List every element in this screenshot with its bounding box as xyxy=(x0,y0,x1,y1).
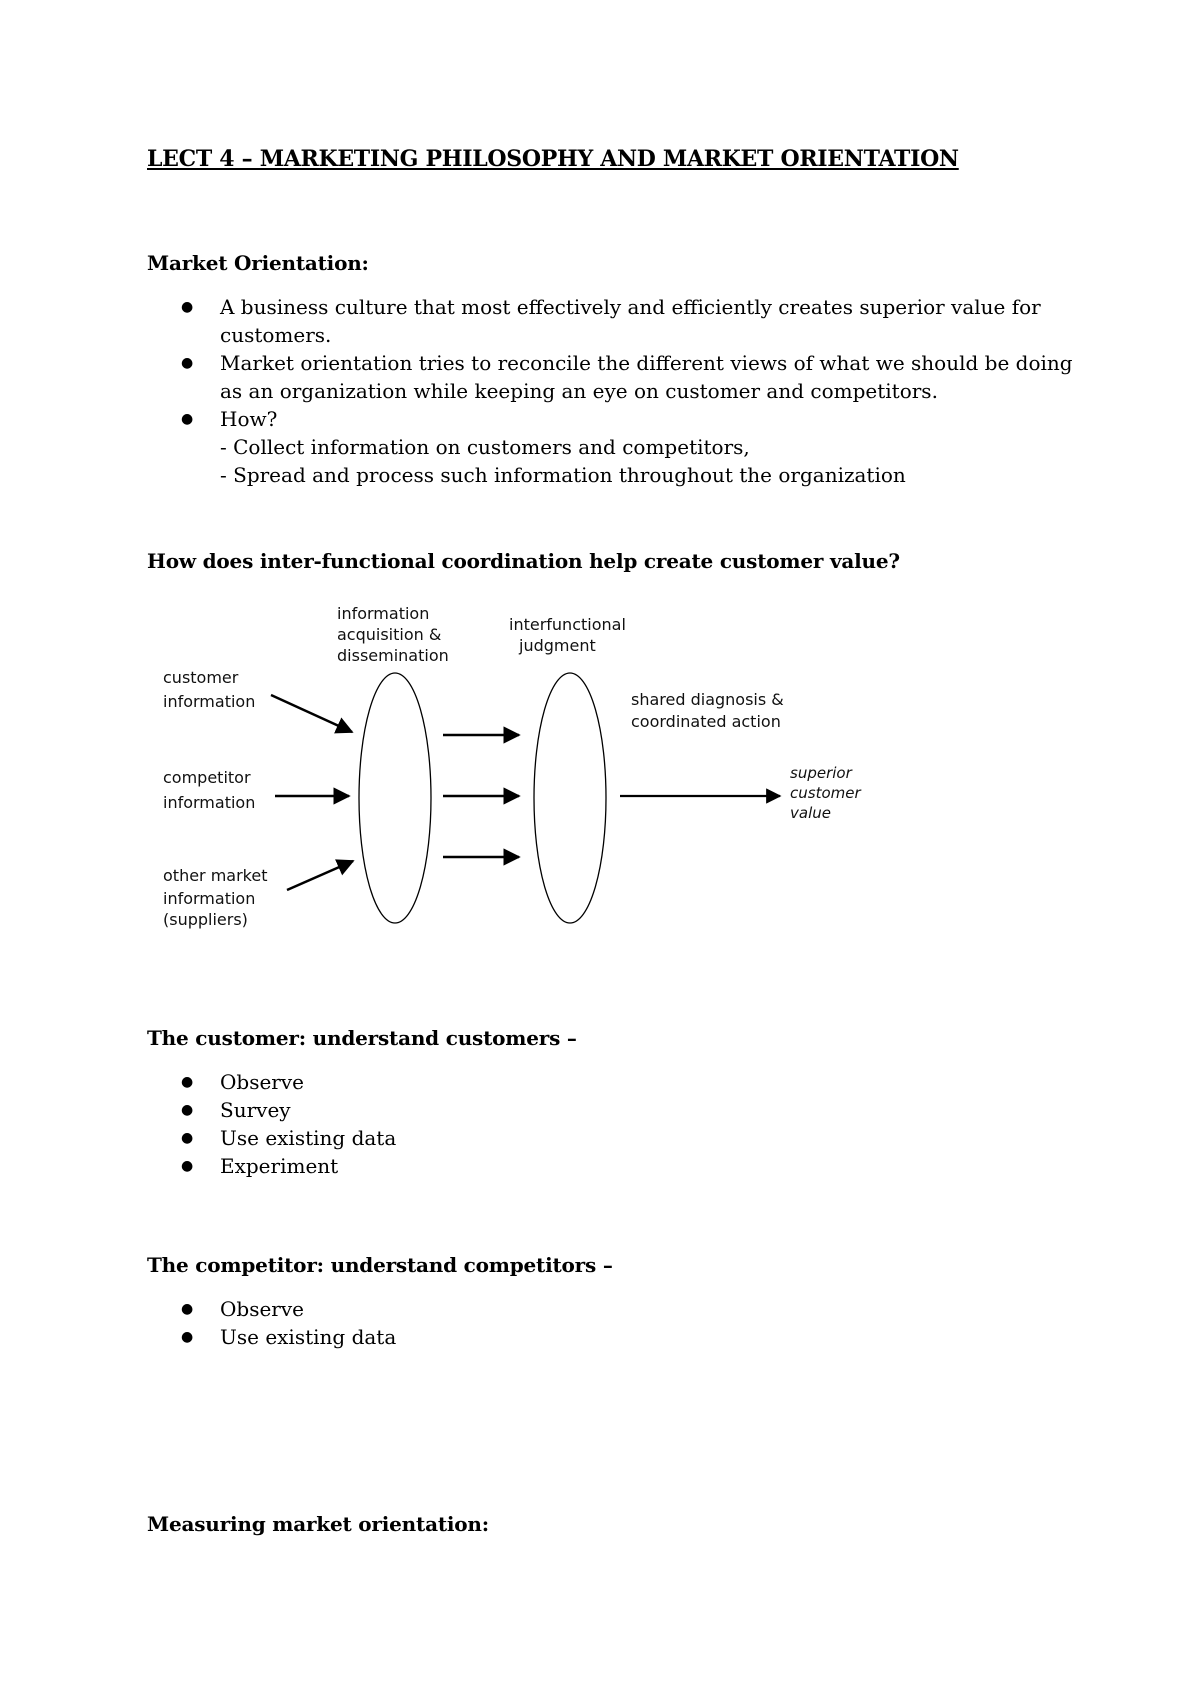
list-item: ● Observe xyxy=(147,1295,1077,1323)
competitor-heading: The competitor: understand competitors – xyxy=(147,1253,613,1277)
page-title: LECT 4 – MARKETING PHILOSOPHY AND MARKET ORIENTATION xyxy=(147,146,959,172)
list-item: ● Observe xyxy=(147,1068,1077,1096)
customer-heading: The customer: understand customers – xyxy=(147,1026,577,1050)
list-item: ● Use existing data xyxy=(147,1124,1077,1152)
market-orientation-list xyxy=(147,293,1077,489)
how-sub-item: - Spread and process such information throughout the organization xyxy=(220,463,906,487)
list-item: ● Use existing data xyxy=(147,1323,1077,1351)
customer-information-label: customer information xyxy=(163,668,256,711)
stage1-label: information acquisition & dissemination xyxy=(337,604,449,665)
customer-arrow xyxy=(271,695,352,732)
how-sub-item: - Collect information on customers and competitors, xyxy=(220,435,750,459)
list-item-text: A business culture that most effectively and efficiently creates superior value for customers. xyxy=(220,295,1041,347)
coordination-diagram-svg xyxy=(147,595,887,960)
list-item-text: Market orientation tries to reconcile the different views of what we should be doing as an organization while keeping an eye on customer and competitors. xyxy=(220,351,1073,403)
market-orientation-heading: Market Orientation: xyxy=(147,251,369,275)
customer-list xyxy=(147,1068,1077,1180)
list-item xyxy=(147,405,1077,489)
acquisition-ellipse xyxy=(359,673,431,923)
other-market-arrow xyxy=(287,861,353,890)
list-item: ● Experiment xyxy=(147,1152,1077,1180)
list-item xyxy=(147,349,1077,405)
other-market-information-label: other market information (suppliers) xyxy=(163,866,268,929)
list-item-text: How? xyxy=(220,407,278,431)
list-item xyxy=(147,293,1077,349)
competitor-list xyxy=(147,1295,1077,1351)
competitor-information-label: competitor information xyxy=(163,768,256,812)
list-item: ● Survey xyxy=(147,1096,1077,1124)
measuring-heading: Measuring market orientation: xyxy=(147,1512,489,1536)
judgment-ellipse xyxy=(534,673,606,923)
coordination-diagram xyxy=(147,595,887,960)
coordination-heading: How does inter-functional coordination help create customer value? xyxy=(147,549,900,573)
shared-diagnosis-label: shared diagnosis & coordinated action xyxy=(631,690,784,731)
stage2-label: interfunctional judgment xyxy=(509,615,626,655)
superior-customer-value-label: superior customer value xyxy=(790,764,861,822)
